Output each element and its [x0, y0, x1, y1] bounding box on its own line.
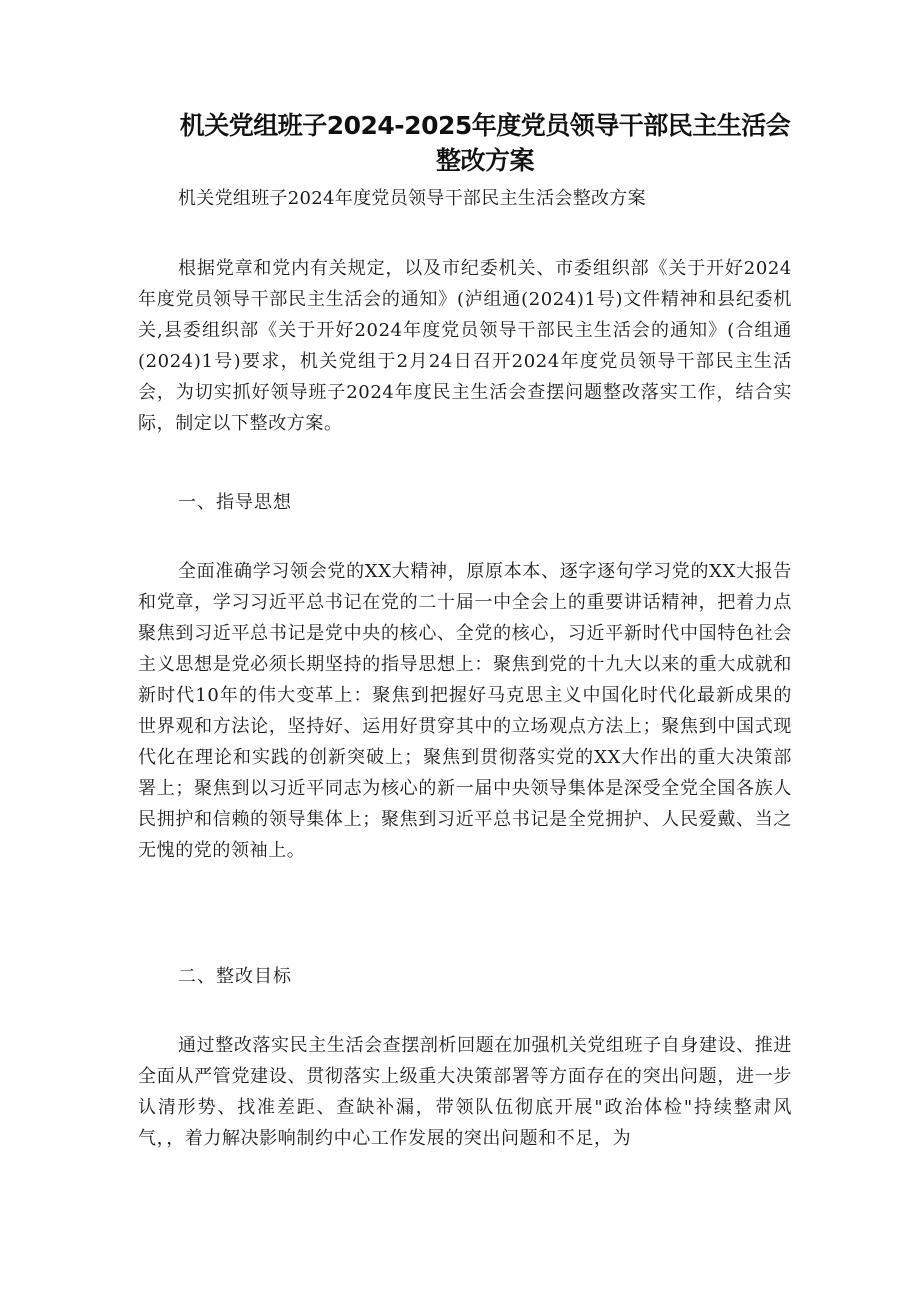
section-heading-goals: 二、整改目标: [178, 966, 292, 987]
title-line-1: 机关党组班子2024-2025年度党员领导干部民主生活会: [179, 111, 791, 140]
section-heading-guiding-thought: 一、指导思想: [178, 492, 292, 513]
intro-paragraph: 根据党章和党内有关规定，以及市纪委机关、市委组织部《关于开好2024年度党员领导干部民主生活会的通知》(泸组通(2024)1号)文件精神和县纪委机关,县委组织部《关于开好2024年度党员领导干部民主生活会的通知》(合组通(2024)1号)要求，机关党组于2月24日召开2024年度党员领导干部民主生活会，为切实抓好领导班子2024年度民主生活会查摆问题整改落实工作，结合实际，制定以下整改方案。: [138, 258, 792, 434]
goals-paragraph: 通过整改落实民主生活会查摆剖析回题在加强机关党组班子自身建设、推进全面从严管党建设、贯彻落实上级重大决策部署等方面存在的突出问题，进一步认清形势、找准差距、查缺补漏，带领队伍彻底开展"政治体检"持续整肃风气，，着力解决影响制约中心工作发展的突出问题和不足，为: [138, 1035, 792, 1149]
title-line-2: 整改方案: [435, 146, 534, 175]
document-subtitle: 机关党组班子2024年度党员领导干部民主生活会整改方案: [178, 188, 646, 209]
document-title: [135, 108, 835, 178]
guiding-thought-paragraph: 全面准确学习领会党的XX大精神，原原本本、逐字逐句学习党的XX大报告和党章，学习习近平总书记在党的二十届一中全会上的重要讲话精神，把着力点聚焦到习近平总书记是党中央的核心、全党的核心，习近平新时代中国特色社会主义思想是党必须长期坚持的指导思想上：聚焦到党的十九大以来的重大成就和新时代10年的伟大变革上：聚焦到把握好马克思主义中国化时代化最新成果的世界观和方法论，坚持好、运用好贯穿其中的立场观点方法上；聚焦到中国式现代化在理论和实践的创新突破上；聚焦到贯彻落实党的XX大作出的重大决策部署上；聚焦到以习近平同志为核心的新一届中央领导集体是深受全党全国各族人民拥护和信赖的领导集体上；聚焦到习近平总书记是全党拥护、人民爱戴、当之无愧的党的领袖上。: [138, 561, 792, 861]
